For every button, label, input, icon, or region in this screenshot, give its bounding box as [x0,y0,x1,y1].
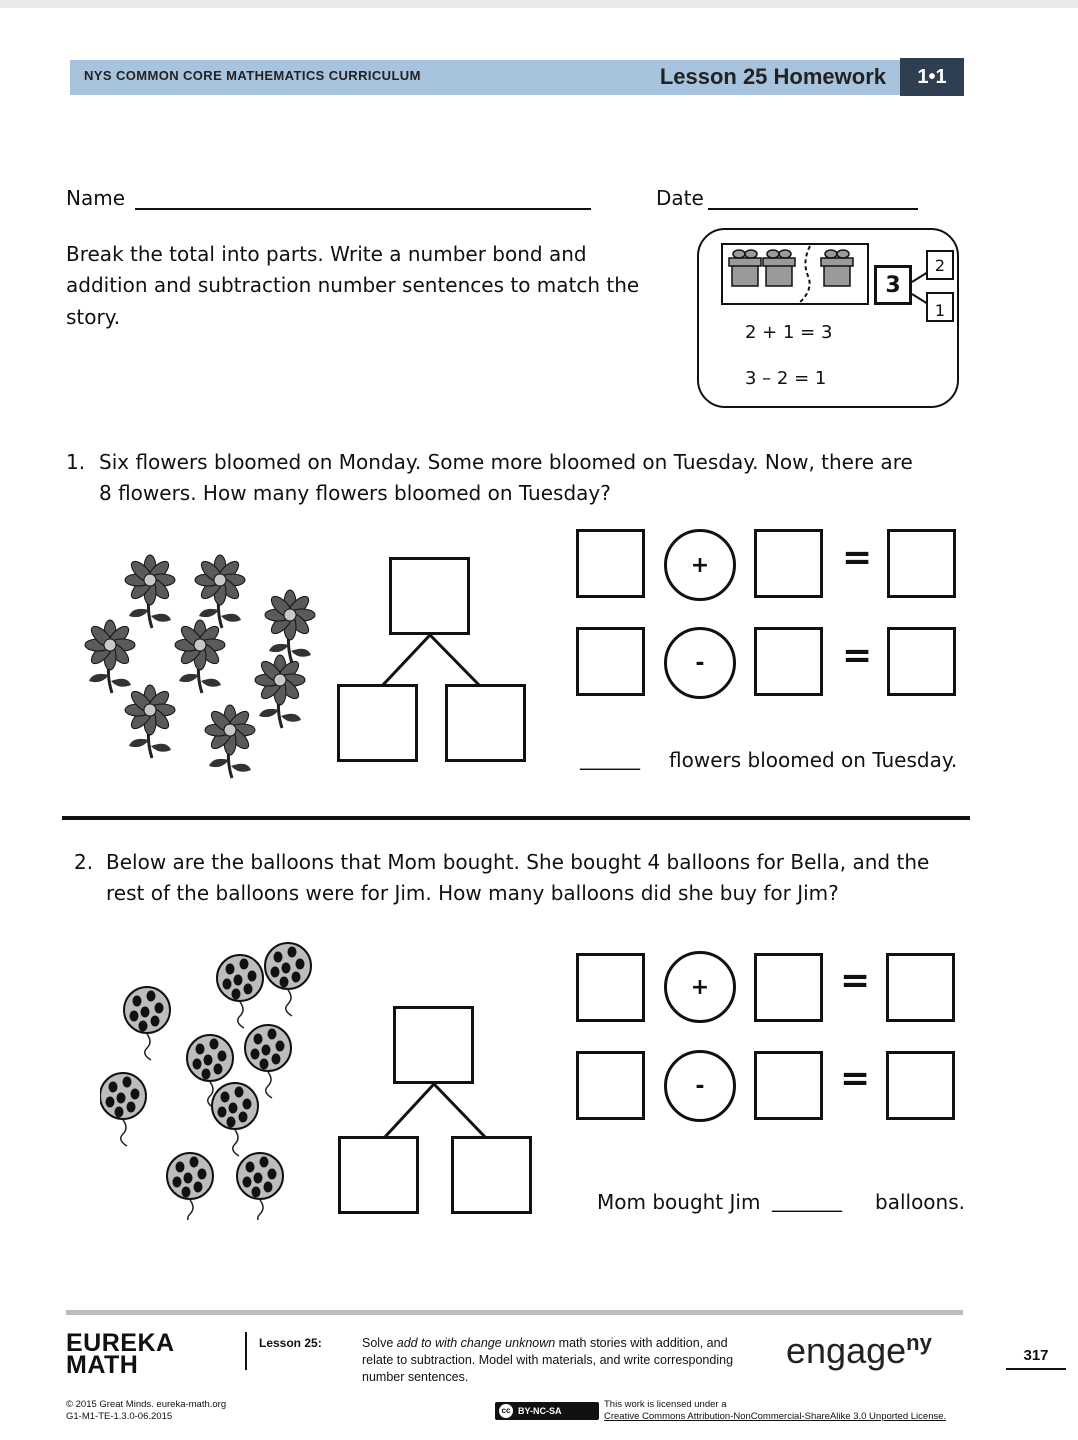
name-line[interactable] [135,208,591,210]
lesson-title: Lesson 25 Homework [659,64,886,89]
date-label: Date [656,186,704,210]
footer-lesson-label: Lesson 25: [259,1336,322,1350]
flower-icon [265,590,315,663]
problem1-sub-box-1[interactable] [576,627,645,696]
problem2-bond-whole[interactable] [393,1006,474,1084]
balloon-icon [167,1153,213,1220]
problem2-line-2: rest of the balloons were for Jim. How many balloons did she buy for Jim? [106,881,839,905]
problem2-add-box-1[interactable] [576,953,645,1022]
footer-desc-line-2: relate to subtraction. Model with materials, and write corresponding [362,1353,734,1367]
problem1-add-result[interactable] [887,529,956,598]
footer-desc-line-3: number sentences. [362,1370,469,1384]
problem2-equals-1: = [840,960,871,1001]
problem1-answer-blank[interactable]: ______ [580,746,640,770]
license-link[interactable]: Creative Commons Attribution-NonCommercial-ShareAlike 3.0 Unported License. [604,1411,947,1422]
problem2-answer-prefix: Mom bought Jim [597,1190,761,1214]
flowers-picture [70,540,340,780]
example-addition: 2 + 1 = 3 [745,322,833,343]
balloon-icon [124,987,170,1060]
problem1-sub-box-2[interactable] [754,627,823,696]
flower-icon [125,685,175,758]
document-code: G1-M1-TE-1.3.0-06.2015 [66,1411,173,1422]
engage-text: engage [786,1330,907,1371]
problem1-equals-2: = [842,635,873,676]
flower-icon [255,655,305,728]
logo-line-2: MATH [66,1351,139,1379]
balloon-icon [245,1025,291,1098]
flower-icon [125,555,175,628]
problem1-bond-lines [370,633,490,688]
problem2-number: 2. [74,850,94,874]
problem2-bond-part-right[interactable] [451,1136,532,1214]
balloon-icon [100,1073,146,1146]
problem2-bond-part-left[interactable] [338,1136,419,1214]
gift-boxes-picture [720,242,870,306]
license-line-1: This work is licensed under a [604,1399,727,1410]
cc-icon: cc [499,1404,513,1418]
balloon-icon [265,943,311,1016]
problem2-plus-circle: + [664,951,736,1023]
example-whole-box: 3 [874,265,912,305]
name-label: Name [66,186,126,210]
problem1-line-1: Six flowers bloomed on Monday. Some more bloomed on Tuesday. Now, there are [99,450,913,474]
problem1-bond-whole[interactable] [389,557,470,635]
problem1-add-box-2[interactable] [754,529,823,598]
problem2-answer-blank[interactable]: _______ [772,1188,842,1212]
problem1-answer-text: flowers bloomed on Tuesday. [669,748,958,772]
problem1-plus-circle: + [664,529,736,601]
copyright: © 2015 Great Minds. eureka-math.org [66,1399,227,1410]
flower-icon [175,620,225,693]
problem2-sub-box-1[interactable] [576,1051,645,1120]
date-line[interactable] [708,208,918,210]
problem1-number: 1. [66,450,86,474]
example-part-bottom: 1 [926,292,954,322]
footer-rule [66,1310,963,1315]
module-tag: 1•1 [900,58,964,96]
problem1-equals-1: = [842,537,873,578]
problem1-line-2: 8 flowers. How many flowers bloomed on Tuesday? [99,481,611,505]
ny-text: ny [906,1330,932,1355]
section-divider [62,816,970,820]
eureka-math-logo [66,1329,175,1379]
license-badge [495,1402,599,1420]
example-part-top: 2 [926,250,954,280]
page-number-underline [1006,1368,1066,1370]
page-number: 317 [1023,1347,1049,1364]
balloon-icon [237,1153,283,1220]
problem2-sub-box-2[interactable] [754,1051,823,1120]
license-badge-text: BY-NC-SA [518,1406,562,1416]
flower-icon [195,555,245,628]
gift-icon [729,250,761,286]
problem1-minus-circle: - [664,627,736,699]
instructions-line-1: Break the total into parts. Write a number bond and [66,242,587,266]
problem2-add-result[interactable] [886,953,955,1022]
problem1-bond-part-left[interactable] [337,684,418,762]
problem1-bond-part-right[interactable] [445,684,526,762]
balloon-icon [217,955,263,1028]
example-subtraction: 3 – 2 = 1 [745,368,827,389]
problem2-bond-lines [374,1082,498,1140]
instructions-line-2: addition and subtraction number sentences to match the [66,273,640,297]
problem1-sub-result[interactable] [887,627,956,696]
balloon-icon [212,1083,258,1156]
engage-ny-logo [786,1330,932,1372]
problem2-sub-result[interactable] [886,1051,955,1120]
problem2-line-1: Below are the balloons that Mom bought. She bought 4 balloons for Bella, and the [106,850,930,874]
footer-desc-line-1: Solve add to with change unknown math stories with addition, and [362,1336,728,1350]
flower-icon [85,620,135,693]
gift-icon [763,250,795,286]
curriculum-label: NYS COMMON CORE MATHEMATICS CURRICULUM [84,68,421,83]
problem2-answer-suffix: balloons. [875,1190,965,1214]
problem2-equals-2: = [840,1058,871,1099]
top-edge [0,0,1078,8]
problem1-add-box-1[interactable] [576,529,645,598]
logo-line-1: EUREKA [66,1329,175,1357]
problem2-add-box-2[interactable] [754,953,823,1022]
problem2-minus-circle: - [664,1050,736,1122]
flower-icon [205,705,255,778]
gift-icon [821,250,853,286]
balloons-picture [100,930,330,1220]
instructions-line-3: story. [66,305,121,329]
footer-divider [245,1332,247,1370]
